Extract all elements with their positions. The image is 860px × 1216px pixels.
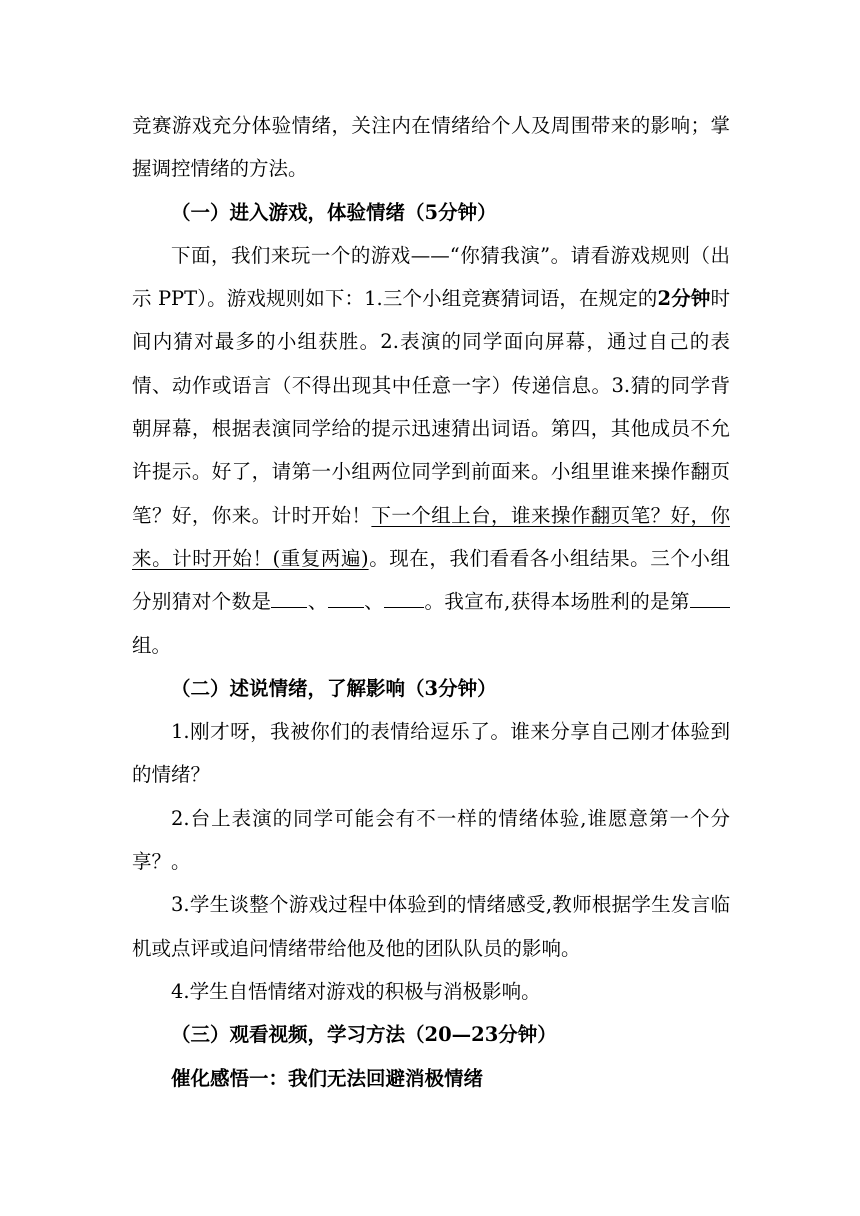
blank-count-2	[328, 587, 364, 608]
game-rules-text-1: 下面，我们来玩一个的游戏——“你猜我演”。请看游戏规则（出示 PPT）。游戏规则如下：1.三个小组竞赛猜词语，在规定的	[132, 243, 730, 311]
blank-separator-2: 、	[363, 590, 385, 614]
game-time-bold: 2分钟	[657, 287, 711, 311]
game-rules-text-5: 组。	[132, 633, 172, 657]
section-heading-2: （二）述说情绪，了解影响（3分钟）	[171, 676, 497, 700]
blank-separator-1: 、	[307, 590, 328, 614]
underlined-repeat-text: 下一个组上台，谁来操作翻页笔？好，你来。计时开始！(重复两遍)	[132, 503, 730, 570]
section-heading-1: （一）进入游戏，体验情绪（5分钟）	[171, 200, 497, 224]
paragraph-game-rules	[132, 234, 730, 667]
subheading-catalyst-1: 催化感悟一：我们无法回避消极情绪	[171, 1066, 484, 1090]
paragraph-item-3: 3.学生谈整个游戏过程中体验到的情绪感受,教师根据学生发言临机或点评或追问情绪带给他及他的团队队员的影响。	[132, 893, 730, 960]
paragraph-item-2: 2.台上表演的同学可能会有不一样的情绪体验,谁愿意第一个分享？。	[132, 806, 730, 874]
game-rules-text-2: 时间内猜对最多的小组获胜。2.表演的同学面向屏幕，通过自己的表情、动作或语言（不得出现其中任意一字）传递信息。3.猜的同学背朝屏幕，根据表演同学给的提示迅速猜出词语。第四，其他成员不允许提示。好了，请第一小组两位同学到前面来。小组里谁来操作翻页笔？好，你来。计时开始！	[132, 287, 730, 527]
document-body	[132, 104, 730, 1100]
blank-winner-group	[690, 587, 730, 608]
section-heading-3: （三）观看视频，学习方法（20—23分钟）	[171, 1023, 557, 1047]
game-rules-text-4: 。我宣布,获得本场胜利的是第	[424, 590, 690, 614]
blank-count-3	[384, 587, 424, 608]
game-rules-text-3: 。现在，我们看看各小组结果。三个小组分别猜对个数是	[132, 546, 730, 614]
paragraph-item-4: 4.学生自悟情绪对游戏的积极与消极影响。	[171, 979, 541, 1003]
blank-count-1	[271, 587, 307, 608]
paragraph-item-1: 1.刚才呀，我被你们的表情给逗乐了。谁来分享自己刚才体验到的情绪？	[132, 720, 730, 787]
paragraph-intro: 竞赛游戏充分体验情绪，关注内在情绪给个人及周围带来的影响；掌握调控情绪的方法。	[132, 114, 730, 181]
